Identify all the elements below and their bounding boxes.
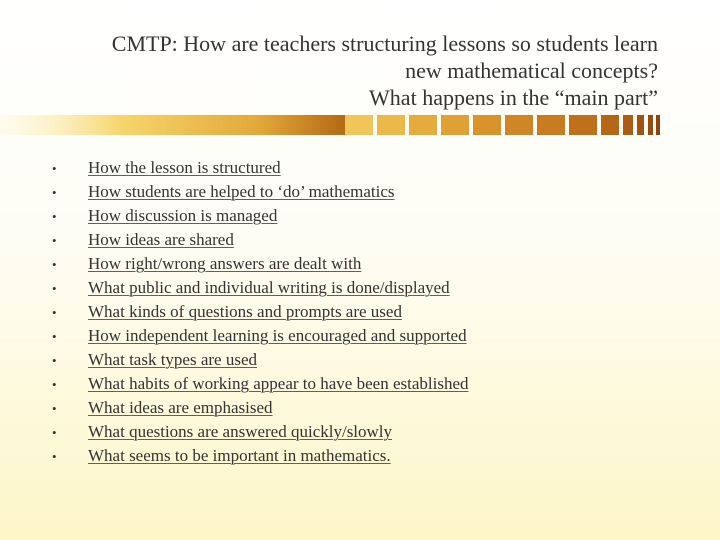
bar-block (441, 115, 469, 135)
bullet-marker: • (52, 209, 57, 224)
bullet-item (52, 204, 468, 228)
bullet-item (52, 276, 468, 300)
bullet-item (52, 252, 468, 276)
bullet-marker: • (52, 449, 57, 464)
bullet-marker: • (52, 233, 57, 248)
title-line-1: CMTP: How are teachers structuring lessons so students learn (111, 31, 658, 56)
bullet-text: What public and individual writing is done/displayed (88, 278, 450, 297)
bar-block (656, 115, 660, 135)
bar-block (473, 115, 501, 135)
bullet-item (52, 348, 468, 372)
bullet-item (52, 228, 468, 252)
bullet-item (52, 396, 468, 420)
bar-block (345, 115, 373, 135)
title-line-2: new mathematical concepts? (405, 58, 658, 83)
bar-block (569, 115, 597, 135)
bullet-marker: • (52, 425, 57, 440)
bullet-item (52, 372, 468, 396)
bullet-text: What ideas are emphasised (88, 398, 273, 417)
bar-block (623, 115, 633, 135)
bullet-marker: • (52, 329, 57, 344)
bullet-text: How students are helped to ‘do’ mathematics (88, 182, 395, 201)
bar-block (601, 115, 619, 135)
bullet-text: What questions are answered quickly/slowly (88, 422, 393, 441)
bar-block (637, 115, 644, 135)
bullet-text: What habits of working appear to have been established (88, 374, 469, 393)
bullet-item (52, 300, 468, 324)
bullet-marker: • (52, 257, 57, 272)
bullet-marker: • (52, 185, 57, 200)
bullet-text: How discussion is managed (88, 206, 278, 225)
bar-block (648, 115, 653, 135)
bullet-marker: • (52, 281, 57, 296)
bullet-text: How the lesson is structured (88, 158, 281, 177)
slide-title (38, 30, 658, 111)
bullet-item (52, 180, 468, 204)
bullet-text: What task types are used (88, 350, 257, 369)
bullet-text: How right/wrong answers are dealt with (88, 254, 362, 273)
bullet-marker: • (52, 161, 57, 176)
bullet-item (52, 444, 468, 468)
bullet-text: How independent learning is encouraged and supported (88, 326, 467, 345)
decorative-gradient-bar (0, 112, 660, 138)
bullet-item (52, 156, 468, 180)
bullet-item (52, 324, 468, 348)
bullet-text: What seems to be important in mathematics. (88, 446, 391, 465)
bar-block (409, 115, 437, 135)
bullet-marker: • (52, 305, 57, 320)
bullet-text: What kinds of questions and prompts are used (88, 302, 402, 321)
bar-block (537, 115, 565, 135)
bullet-list (52, 156, 468, 468)
bullet-text: How ideas are shared (88, 230, 234, 249)
bar-block (377, 115, 405, 135)
title-line-3: What happens in the “main part” (369, 85, 658, 110)
bullet-marker: • (52, 353, 57, 368)
bar-blocks (345, 115, 660, 135)
bullet-item (52, 420, 468, 444)
bullet-marker: • (52, 377, 57, 392)
bar-block (505, 115, 533, 135)
bar-band (0, 115, 345, 135)
bullet-marker: • (52, 401, 57, 416)
